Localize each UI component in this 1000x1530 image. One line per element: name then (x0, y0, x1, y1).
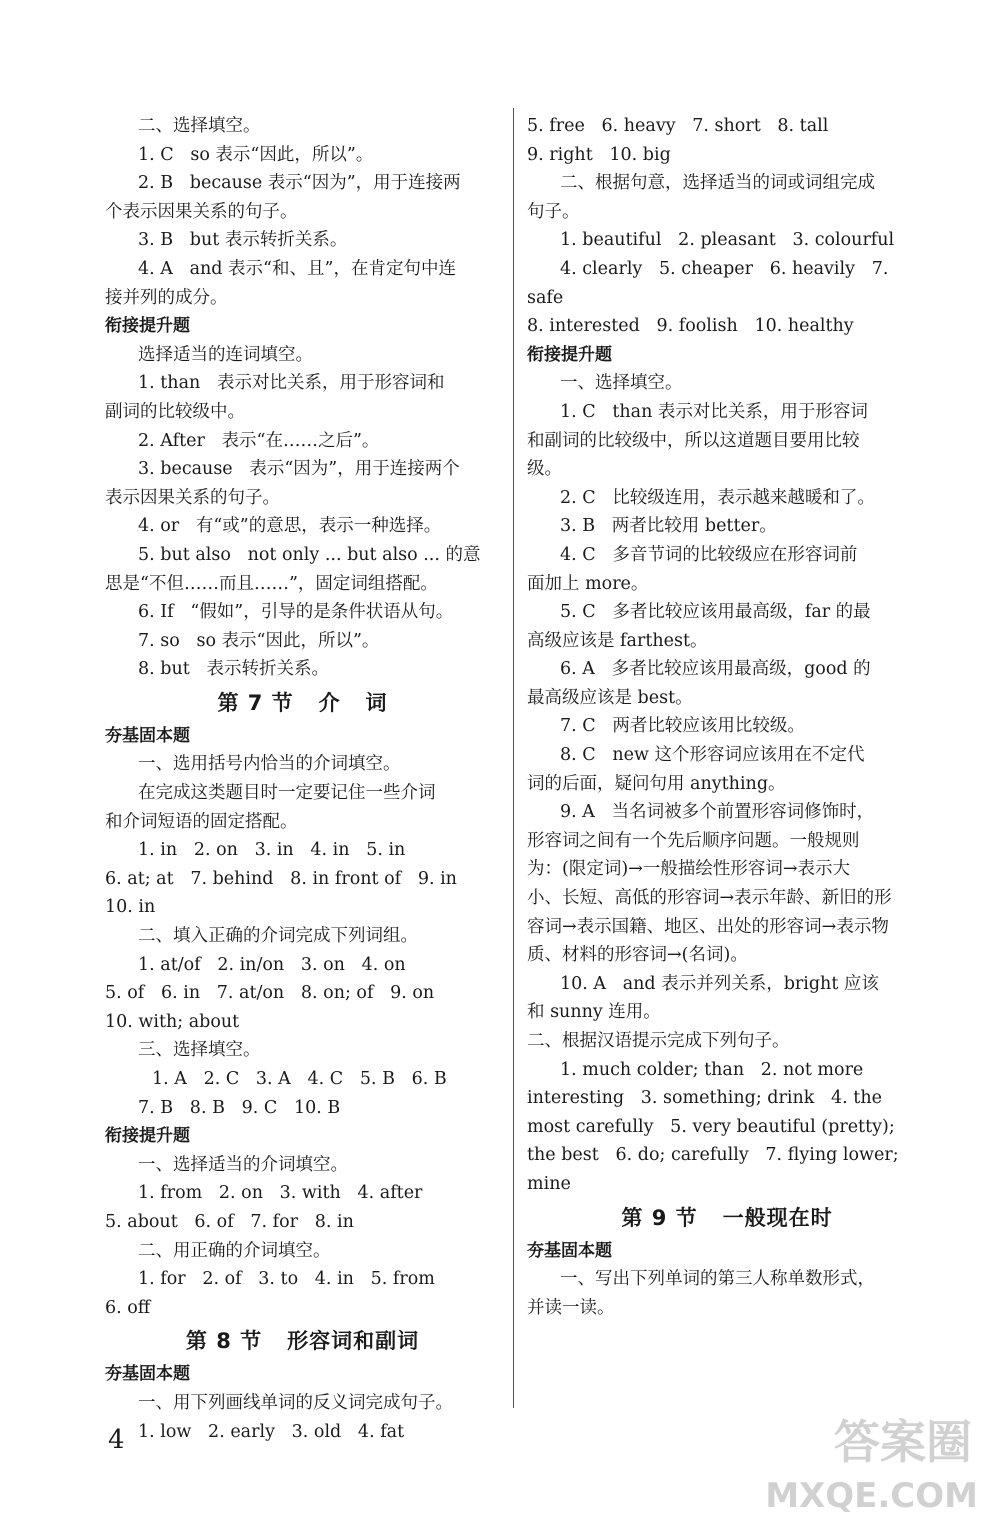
text-line: 二、选择填空。 (138, 116, 261, 136)
text-line: 一、写出下列单词的第三人称单数形式， (560, 1269, 875, 1290)
text-line: 10. in (105, 897, 156, 918)
text-line: 7. B 8. B 9. C 10. B (138, 1097, 341, 1118)
text-line: 表示因果关系的句子。 (105, 487, 280, 508)
subsection-label: 夯基固本题 (527, 1240, 612, 1261)
text-line: 8. but 表示转折关系。 (138, 659, 329, 680)
text-line: 5. C 多者比较应该用最高级，far 的最 (560, 602, 871, 623)
page-number: 4 (108, 1425, 125, 1455)
text-line: 思是“不但……而且……”，固定词组搭配。 (105, 573, 438, 594)
text-line: 9. right 10. big (527, 144, 671, 165)
text-line: 最高级应该是 best。 (527, 687, 693, 708)
text-line: 个表示因果关系的句子。 (105, 201, 298, 222)
text-line: 二、根据汉语提示完成下列句子。 (527, 1031, 790, 1051)
text-line: 9. A 当名词被多个前置形容词修饰时， (560, 802, 875, 823)
text-line: 3. B 两者比较用 better。 (560, 516, 777, 537)
left-column (105, 112, 500, 1446)
section-heading: 第 8 节 形容词和副词 (185, 1329, 420, 1354)
text-line: interesting 3. something; drink 4. the (527, 1088, 882, 1109)
text-line: 1. A 2. C 3. A 4. C 5. B 6. B (152, 1069, 447, 1089)
watermark-text: 答案圈 (834, 1415, 972, 1469)
watermark-logo (765, 1406, 982, 1516)
text-line: 并读一读。 (527, 1297, 615, 1318)
subsection-label: 夯基固本题 (105, 725, 190, 746)
text-line: 1. than 表示对比关系，用于形容词和 (138, 373, 445, 394)
text-line: 一、选择适当的介词填空。 (138, 1154, 348, 1175)
text-line: 二、用正确的介词填空。 (138, 1240, 331, 1261)
text-line: 级。 (527, 459, 562, 480)
text-line: 高级应该是 farthest。 (527, 630, 708, 651)
text-line: 10. A and 表示并列关系，bright 应该 (560, 973, 879, 994)
text-line: 1. at/of 2. in/on 3. on 4. on (138, 954, 406, 975)
section-heading: 第 7 节 介 词 (217, 690, 388, 715)
text-line: 1. in 2. on 3. in 4. in 5. in (138, 840, 406, 861)
text-line: 二、根据句意，选择适当的词或词组完成 (560, 173, 875, 194)
text-line: 和副词的比较级中，所以这道题目要用比较 (527, 430, 860, 451)
text-line: 1. C so 表示“因此，所以”。 (138, 144, 374, 165)
text-line: 6. at; at 7. behind 8. in front of 9. in (105, 868, 457, 889)
text-line: 5. but also not only ... but also ... 的意 (138, 544, 481, 565)
text-line: most carefully 5. very beautiful (pretty); (527, 1116, 895, 1137)
text-line: 4. clearly 5. cheaper 6. heavily 7. (560, 258, 889, 279)
text-line: 1. beautiful 2. pleasant 3. colourful (560, 230, 895, 251)
text-line: 容词→表示国籍、地区、出处的形容词→表示物 (527, 916, 889, 937)
text-line: 1. C than 表示对比关系，用于形容词 (560, 401, 868, 422)
text-line: 面加上 more。 (527, 573, 649, 594)
text-line: 和 sunny 连用。 (527, 1002, 661, 1023)
text-line: 一、选用括号内恰当的介词填空。 (138, 754, 401, 775)
text-line: 6. If “假如”，引导的是条件状语从句。 (138, 602, 454, 623)
text-line: 8. C new 这个形容词应该用在不定代 (560, 745, 865, 766)
text-line: 1. much colder; than 2. not more (560, 1059, 864, 1080)
text-line: 形容词之间有一个先后顺序问题。一般规则 (527, 830, 860, 851)
text-line: 1. for 2. of 3. to 4. in 5. from (138, 1269, 435, 1290)
text-line: 7. C 两者比较应该用比较级。 (560, 716, 805, 737)
subsection-label: 衔接提升题 (105, 316, 190, 337)
text-line: 5. free 6. heavy 7. short 8. tall (527, 116, 829, 136)
text-line: 2. C 比较级连用，表示越来越暖和了。 (560, 487, 875, 508)
text-line: 2. B because 表示“因为”，用于连接两 (138, 173, 461, 194)
watermark-domain: MXQE.COM (765, 1476, 978, 1516)
text-line: 10. with; about (105, 1011, 240, 1032)
section-heading: 第 9 节 一般现在时 (621, 1205, 833, 1230)
text-line: 5. about 6. of 7. for 8. in (105, 1211, 354, 1232)
text-line: the best 6. do; carefully 7. flying lower; (527, 1145, 899, 1166)
text-line: 2. After 表示“在……之后”。 (138, 430, 380, 451)
text-line: 和介词短语的固定搭配。 (105, 811, 298, 832)
text-line: 6. off (105, 1297, 151, 1318)
text-line: 选择适当的连词填空。 (138, 344, 313, 365)
text-line: 4. A and 表示“和、且”，在肯定句中连 (138, 258, 456, 279)
text-line: 3. B but 表示转折关系。 (138, 230, 348, 251)
subsection-label: 衔接提升题 (527, 344, 612, 365)
text-line: 三、选择填空。 (138, 1040, 261, 1061)
text-line: 1. low 2. early 3. old 4. fat (138, 1421, 405, 1442)
text-line: 在完成这类题目时一定要记住一些介词 (138, 783, 436, 804)
text-line: 8. interested 9. foolish 10. healthy (527, 316, 854, 337)
text-line: mine (527, 1173, 571, 1194)
text-line: 3. because 表示“因为”，用于连接两个 (138, 459, 460, 480)
subsection-label: 衔接提升题 (105, 1126, 190, 1147)
text-line: 接并列的成分。 (105, 287, 228, 308)
text-line: 一、用下列画线单词的反义词完成句子。 (138, 1392, 453, 1413)
text-line: 5. of 6. in 7. at/on 8. on; of 9. on (105, 983, 435, 1004)
text-line: 为：(限定词)→一般描绘性形容词→表示大 (527, 859, 850, 880)
text-line: 6. A 多者比较应该用最高级，good 的 (560, 659, 871, 680)
subsection-label: 夯基固本题 (105, 1364, 190, 1385)
text-line: 4. C 多音节词的比较级应在形容词前 (560, 544, 858, 565)
text-line: 二、填入正确的介词完成下列词组。 (138, 926, 418, 947)
text-line: 1. from 2. on 3. with 4. after (138, 1183, 423, 1204)
text-line: 副词的比较级中。 (105, 401, 245, 422)
column-divider (513, 108, 514, 1408)
text-line: 7. so so 表示“因此，所以”。 (138, 630, 380, 651)
text-line: 质、材料的形容词→(名词)。 (527, 945, 748, 966)
text-line: safe (527, 287, 564, 308)
text-line: 句子。 (527, 201, 580, 222)
right-column (527, 112, 927, 1322)
text-line: 4. or 有“或”的意思，表示一种选择。 (138, 516, 442, 537)
text-line: 一、选择填空。 (560, 373, 683, 394)
text-line: 小、长短、高低的形容词→表示年龄、新旧的形 (527, 888, 892, 909)
text-line: 词的后面，疑问句用 anything。 (527, 773, 786, 794)
